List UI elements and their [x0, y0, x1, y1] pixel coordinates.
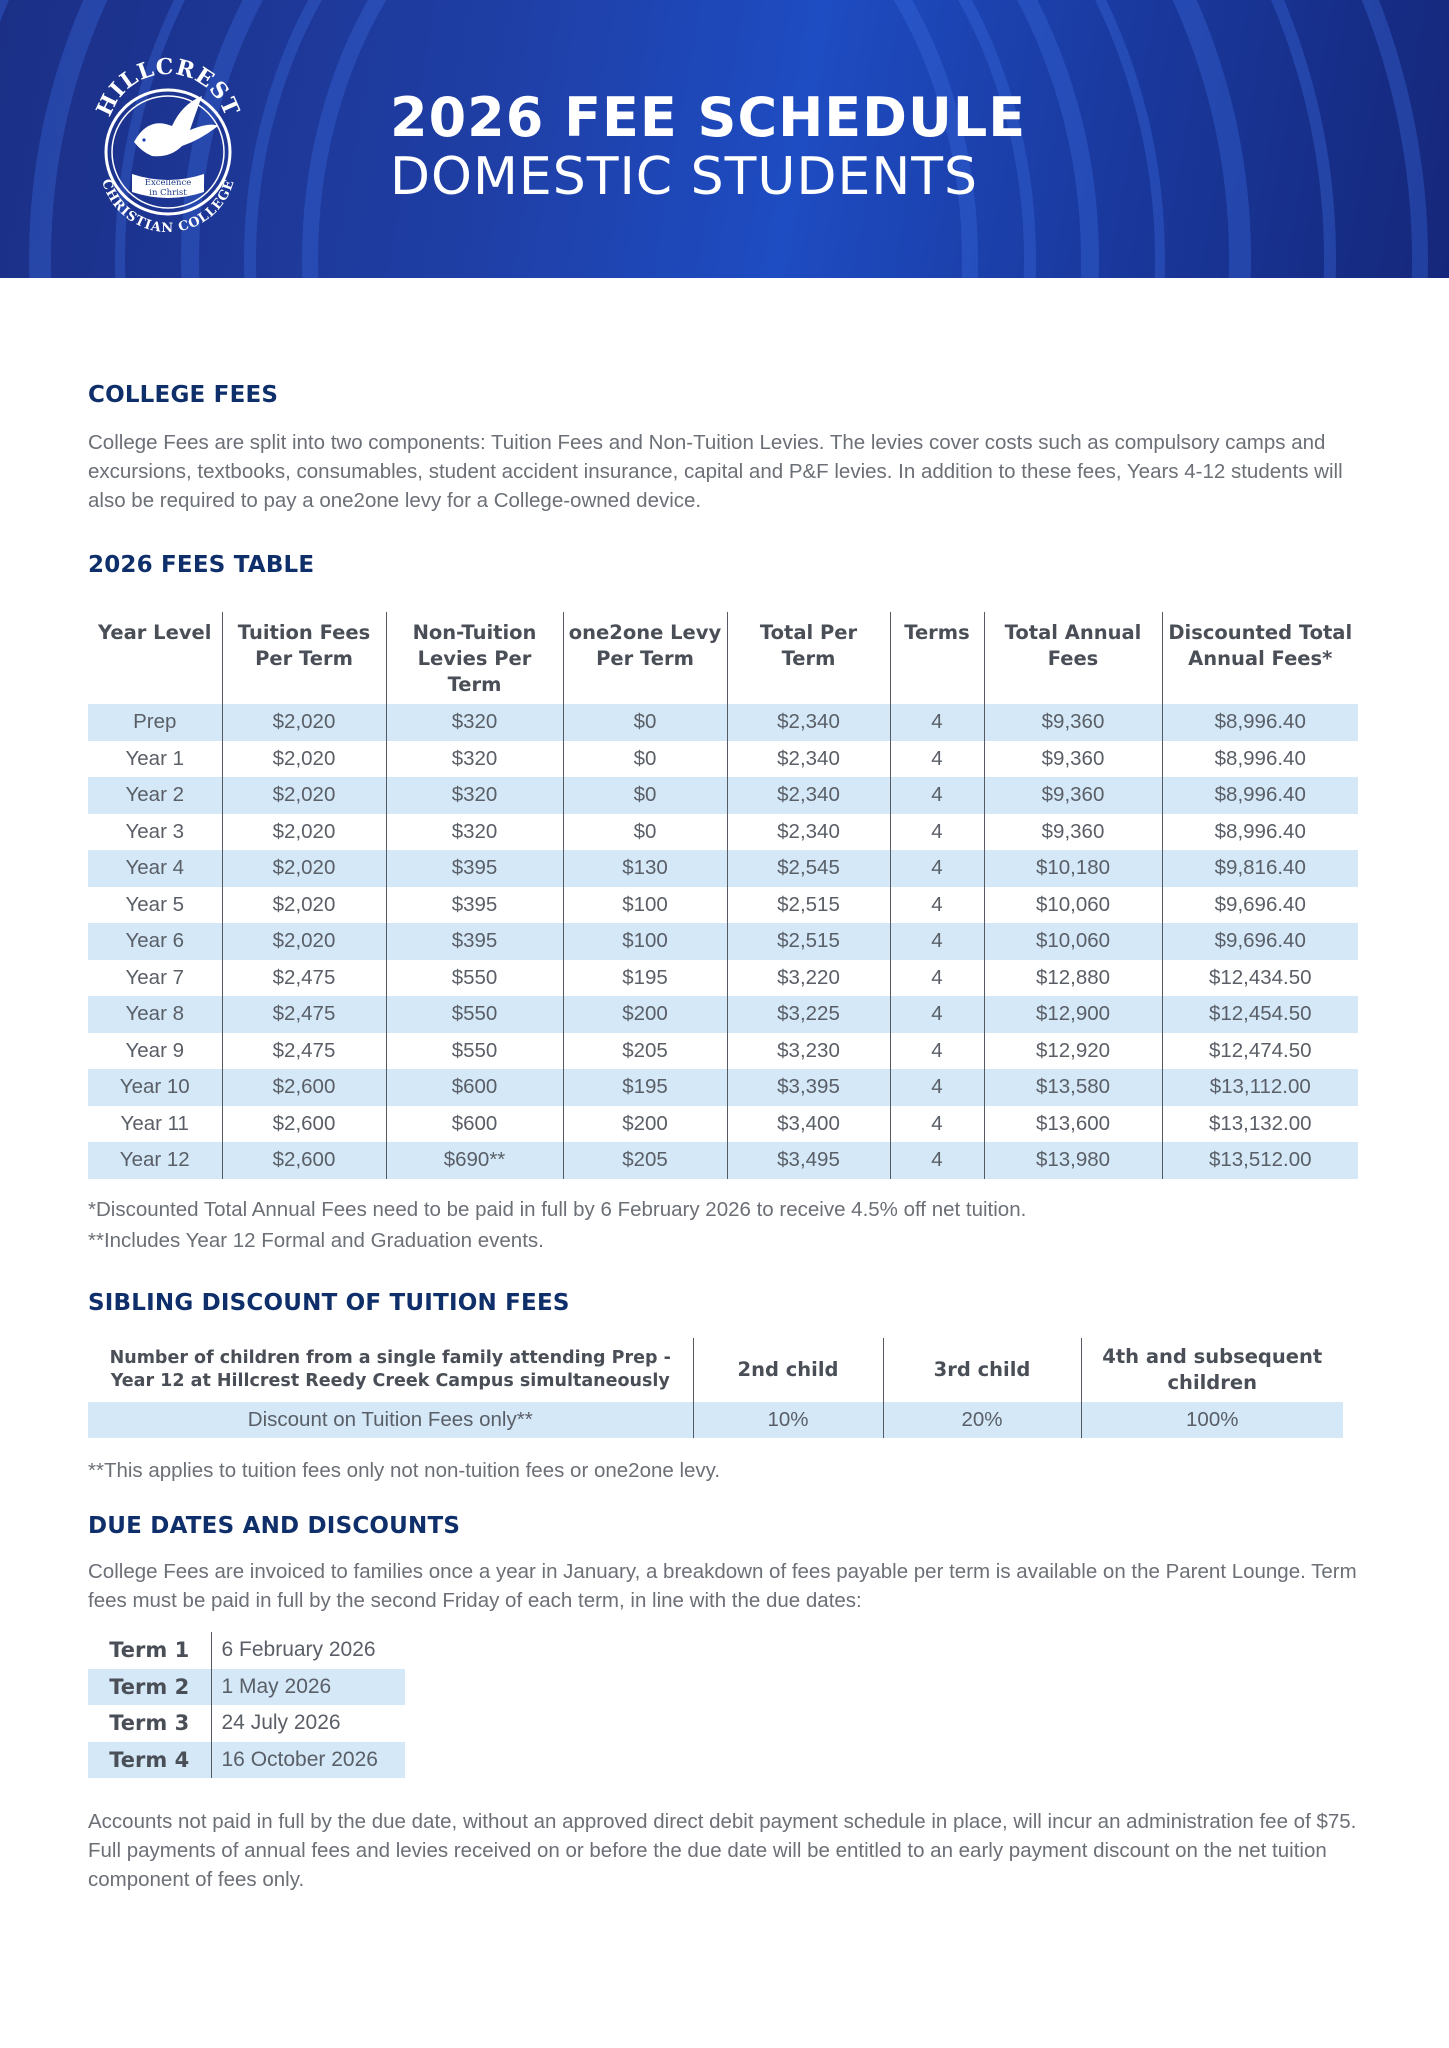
term-date: 1 May 2026 — [211, 1669, 405, 1706]
cell-discounted-total: $12,454.50 — [1162, 996, 1358, 1033]
cell-one2one-levy: $100 — [563, 923, 727, 960]
due-dates-text: College Fees are invoiced to families once a year in January, a breakdown of fees payable per term is available on the Parent Lounge. Term fees must be paid in full by the second Friday of each term, in line with the due dates: — [88, 1560, 1357, 1612]
fees-table-row — [88, 704, 1358, 741]
cell-total-per-term: $2,340 — [727, 814, 890, 851]
cell-terms: 4 — [890, 923, 984, 960]
cell-non-tuition-levies: $550 — [386, 960, 563, 997]
cell-discounted-total: $9,696.40 — [1162, 923, 1358, 960]
sibling-heading: SIBLING DISCOUNT OF TUITION FEES — [88, 1290, 570, 1316]
sibling-col-4th: 4th and subsequent children — [1081, 1338, 1343, 1402]
cell-terms: 4 — [890, 741, 984, 778]
term-row — [88, 1705, 405, 1742]
logo-motto-line2: in Christ — [149, 188, 187, 198]
sibling-4th-value: 100% — [1081, 1402, 1343, 1438]
col-discounted-total: Discounted Total Annual Fees* — [1162, 612, 1358, 704]
term-date: 6 February 2026 — [211, 1632, 405, 1669]
page-title: 2026 FEE SCHEDULE — [390, 86, 1027, 149]
fees-table-body — [88, 704, 1358, 1179]
college-fees-text: College Fees are split into two components: Tuition Fees and Non-Tuition Levies. The levies cover costs such as compulsory camps and excursions, textbooks, consumables, student accident insurance, capital and P&F levies. In addition to these fees, Years 4-12 students will also be required to pay a one2one levy for a College-owned device. — [88, 431, 1343, 512]
term-row — [88, 1632, 405, 1669]
cell-non-tuition-levies: $600 — [386, 1106, 563, 1143]
cell-discounted-total: $9,696.40 — [1162, 887, 1358, 924]
cell-tuition-fees: $2,020 — [222, 741, 386, 778]
cell-one2one-levy: $100 — [563, 887, 727, 924]
cell-total-per-term: $3,225 — [727, 996, 890, 1033]
college-logo — [86, 34, 246, 234]
cell-one2one-levy: $200 — [563, 1106, 727, 1143]
cell-one2one-levy: $0 — [563, 777, 727, 814]
sibling-col-2nd: 2nd child — [693, 1338, 883, 1402]
cell-total-per-term: $2,515 — [727, 923, 890, 960]
sibling-row-label: Discount on Tuition Fees only** — [88, 1402, 693, 1438]
cell-non-tuition-levies: $320 — [386, 777, 563, 814]
logo-bottom-text: CHRISTIAN COLLEGE — [98, 177, 238, 234]
cell-total-annual: $12,900 — [984, 996, 1162, 1033]
cell-terms: 4 — [890, 1142, 984, 1179]
cell-terms: 4 — [890, 850, 984, 887]
cell-total-per-term: $3,220 — [727, 960, 890, 997]
cell-terms: 4 — [890, 1069, 984, 1106]
cell-discounted-total: $13,132.00 — [1162, 1106, 1358, 1143]
college-fees-heading: COLLEGE FEES — [88, 382, 279, 408]
col-year-level: Year Level — [98, 621, 212, 644]
col-terms: Terms — [890, 612, 984, 704]
cell-total-annual: $12,880 — [984, 960, 1162, 997]
cell-total-annual: $10,060 — [984, 887, 1162, 924]
cell-total-per-term: $3,495 — [727, 1142, 890, 1179]
term-label: Term 1 — [109, 1638, 190, 1663]
cell-discounted-total: $8,996.40 — [1162, 777, 1358, 814]
cell-tuition-fees: $2,020 — [222, 887, 386, 924]
sibling-table — [88, 1338, 1343, 1438]
cell-tuition-fees: $2,020 — [222, 704, 386, 741]
term-label: Term 4 — [88, 1742, 211, 1779]
fees-table-row — [88, 996, 1358, 1033]
cell-one2one-levy: $195 — [563, 1069, 727, 1106]
svg-text:HILLCREST — [91, 54, 244, 121]
col-total-per-term: Total Per Term — [727, 612, 890, 704]
fees-table-heading: 2026 FEES TABLE — [88, 552, 315, 578]
term-label: Term 3 — [109, 1711, 190, 1736]
cell-tuition-fees: $2,020 — [222, 850, 386, 887]
cell-year-level: Year 11 — [120, 1111, 189, 1135]
cell-tuition-fees: $2,020 — [222, 777, 386, 814]
cell-total-per-term: $2,340 — [727, 777, 890, 814]
fees-table-row — [88, 1069, 1358, 1106]
cell-tuition-fees: $2,600 — [222, 1069, 386, 1106]
cell-discounted-total: $12,474.50 — [1162, 1033, 1358, 1070]
fees-table-row — [88, 960, 1358, 997]
cell-total-annual: $13,580 — [984, 1069, 1162, 1106]
sibling-2nd-value: 10% — [693, 1402, 883, 1438]
cell-year-level: Year 2 — [88, 777, 222, 814]
term-label: Term 2 — [88, 1669, 211, 1706]
fees-table-header-row — [88, 612, 1358, 704]
fees-table-row — [88, 923, 1358, 960]
fees-table-row — [88, 741, 1358, 778]
cell-year-level: Year 12 — [88, 1142, 222, 1179]
fees-table-row — [88, 1106, 1358, 1143]
cell-total-annual: $10,060 — [984, 923, 1162, 960]
cell-tuition-fees: $2,475 — [222, 996, 386, 1033]
term-row — [88, 1742, 405, 1779]
header-banner — [0, 0, 1449, 278]
cell-year-level: Year 8 — [88, 996, 222, 1033]
cell-one2one-levy: $0 — [563, 704, 727, 741]
cell-total-annual: $9,360 — [984, 741, 1162, 778]
cell-non-tuition-levies: $550 — [386, 1033, 563, 1070]
title-block — [390, 88, 1026, 206]
sibling-col-description: Number of children from a single family attending Prep - Year 12 at Hillcrest Reedy Creek Campus simultaneously — [109, 1348, 671, 1391]
sibling-3rd-value: 20% — [883, 1402, 1081, 1438]
cell-year-level: Year 9 — [125, 1038, 185, 1062]
logo-motto-line1: Excellence — [144, 178, 192, 188]
term-row — [88, 1669, 405, 1706]
cell-discounted-total: $8,996.40 — [1162, 814, 1358, 851]
fees-table-row — [88, 814, 1358, 851]
fees-table-row — [88, 1142, 1358, 1179]
col-non-tuition-levies: Non-Tuition Levies Per Term — [386, 612, 563, 704]
col-tuition-fees: Tuition Fees Per Term — [222, 612, 386, 704]
cell-discounted-total: $12,434.50 — [1162, 960, 1358, 997]
sibling-discount-row — [88, 1402, 1343, 1438]
due-dates-heading: DUE DATES AND DISCOUNTS — [88, 1513, 461, 1539]
cell-year-level: Year 6 — [88, 923, 222, 960]
cell-year-level: Year 4 — [88, 850, 222, 887]
cell-discounted-total: $13,512.00 — [1162, 1142, 1358, 1179]
sibling-header-row — [88, 1338, 1343, 1402]
cell-terms: 4 — [890, 1033, 984, 1070]
cell-one2one-levy: $200 — [563, 996, 727, 1033]
cell-terms: 4 — [890, 704, 984, 741]
cell-non-tuition-levies: $690** — [386, 1142, 563, 1179]
fees-table-row — [88, 777, 1358, 814]
cell-year-level: Year 3 — [125, 819, 185, 843]
cell-tuition-fees: $2,475 — [222, 1033, 386, 1070]
col-one2one-levy: one2one Levy Per Term — [563, 612, 727, 704]
cell-non-tuition-levies: $395 — [386, 923, 563, 960]
page-subtitle: DOMESTIC STUDENTS — [390, 147, 979, 207]
cell-one2one-levy: $205 — [563, 1033, 727, 1070]
cell-non-tuition-levies: $550 — [386, 996, 563, 1033]
cell-tuition-fees: $2,020 — [222, 923, 386, 960]
cell-year-level: Prep — [88, 704, 222, 741]
cell-total-annual: $13,980 — [984, 1142, 1162, 1179]
cell-non-tuition-levies: $600 — [386, 1069, 563, 1106]
cell-discounted-total: $8,996.40 — [1162, 704, 1358, 741]
fees-table-row — [88, 887, 1358, 924]
cell-total-per-term: $2,340 — [727, 704, 890, 741]
cell-non-tuition-levies: $395 — [386, 887, 563, 924]
cell-terms: 4 — [890, 960, 984, 997]
cell-one2one-levy: $205 — [563, 1142, 727, 1179]
cell-non-tuition-levies: $320 — [386, 814, 563, 851]
cell-total-per-term: $3,230 — [727, 1033, 890, 1070]
cell-year-level: Year 7 — [125, 965, 185, 989]
cell-terms: 4 — [890, 887, 984, 924]
cell-terms: 4 — [890, 1106, 984, 1143]
fees-footnote-1: *Discounted Total Annual Fees need to be paid in full by 6 February 2026 to receive 4.5% off net tuition. — [88, 1198, 1027, 1221]
cell-non-tuition-levies: $395 — [386, 850, 563, 887]
cell-year-level: Year 10 — [88, 1069, 222, 1106]
cell-total-annual: $9,360 — [984, 777, 1162, 814]
payment-terms-text: Accounts not paid in full by the due date, without an approved direct debit payment schedule in place, will incur an administration fee of $75. Full payments of annual fees and levies received on or before the due date will be entitled to an early payment discount on the net tuition component of fees only. — [88, 1810, 1357, 1891]
col-total-annual: Total Annual Fees — [984, 612, 1162, 704]
cell-discounted-total: $8,996.40 — [1162, 741, 1358, 778]
cell-year-level: Year 5 — [125, 892, 185, 916]
cell-discounted-total: $13,112.00 — [1162, 1069, 1358, 1106]
cell-total-annual: $10,180 — [984, 850, 1162, 887]
cell-terms: 4 — [890, 814, 984, 851]
fees-table-row — [88, 850, 1358, 887]
cell-one2one-levy: $195 — [563, 960, 727, 997]
cell-total-per-term: $2,340 — [727, 741, 890, 778]
cell-total-annual: $9,360 — [984, 814, 1162, 851]
cell-year-level: Year 1 — [125, 746, 185, 770]
cell-total-per-term: $2,545 — [727, 850, 890, 887]
term-date: 24 July 2026 — [211, 1705, 405, 1742]
logo-top-text: HILLCREST — [91, 53, 245, 121]
cell-tuition-fees: $2,475 — [222, 960, 386, 997]
cell-tuition-fees: $2,600 — [222, 1142, 386, 1179]
cell-total-per-term: $2,515 — [727, 887, 890, 924]
cell-total-annual: $12,920 — [984, 1033, 1162, 1070]
term-date: 16 October 2026 — [211, 1742, 405, 1779]
cell-one2one-levy: $130 — [563, 850, 727, 887]
cell-total-per-term: $3,400 — [727, 1106, 890, 1143]
cell-total-annual: $13,600 — [984, 1106, 1162, 1143]
fees-table — [88, 612, 1358, 1179]
sibling-footnote: **This applies to tuition fees only not non-tuition fees or one2one levy. — [88, 1459, 721, 1482]
cell-non-tuition-levies: $320 — [386, 704, 563, 741]
sibling-col-3rd: 3rd child — [883, 1338, 1081, 1402]
cell-tuition-fees: $2,020 — [222, 814, 386, 851]
fees-table-row — [88, 1033, 1358, 1070]
cell-total-annual: $9,360 — [984, 704, 1162, 741]
cell-non-tuition-levies: $320 — [386, 741, 563, 778]
cell-total-per-term: $3,395 — [727, 1069, 890, 1106]
cell-one2one-levy: $0 — [563, 814, 727, 851]
cell-one2one-levy: $0 — [563, 741, 727, 778]
fees-footnote-2: **Includes Year 12 Formal and Graduation events. — [88, 1229, 544, 1252]
cell-discounted-total: $9,816.40 — [1162, 850, 1358, 887]
cell-terms: 4 — [890, 996, 984, 1033]
term-dates-table — [88, 1632, 405, 1778]
cell-tuition-fees: $2,600 — [222, 1106, 386, 1143]
cell-terms: 4 — [890, 777, 984, 814]
